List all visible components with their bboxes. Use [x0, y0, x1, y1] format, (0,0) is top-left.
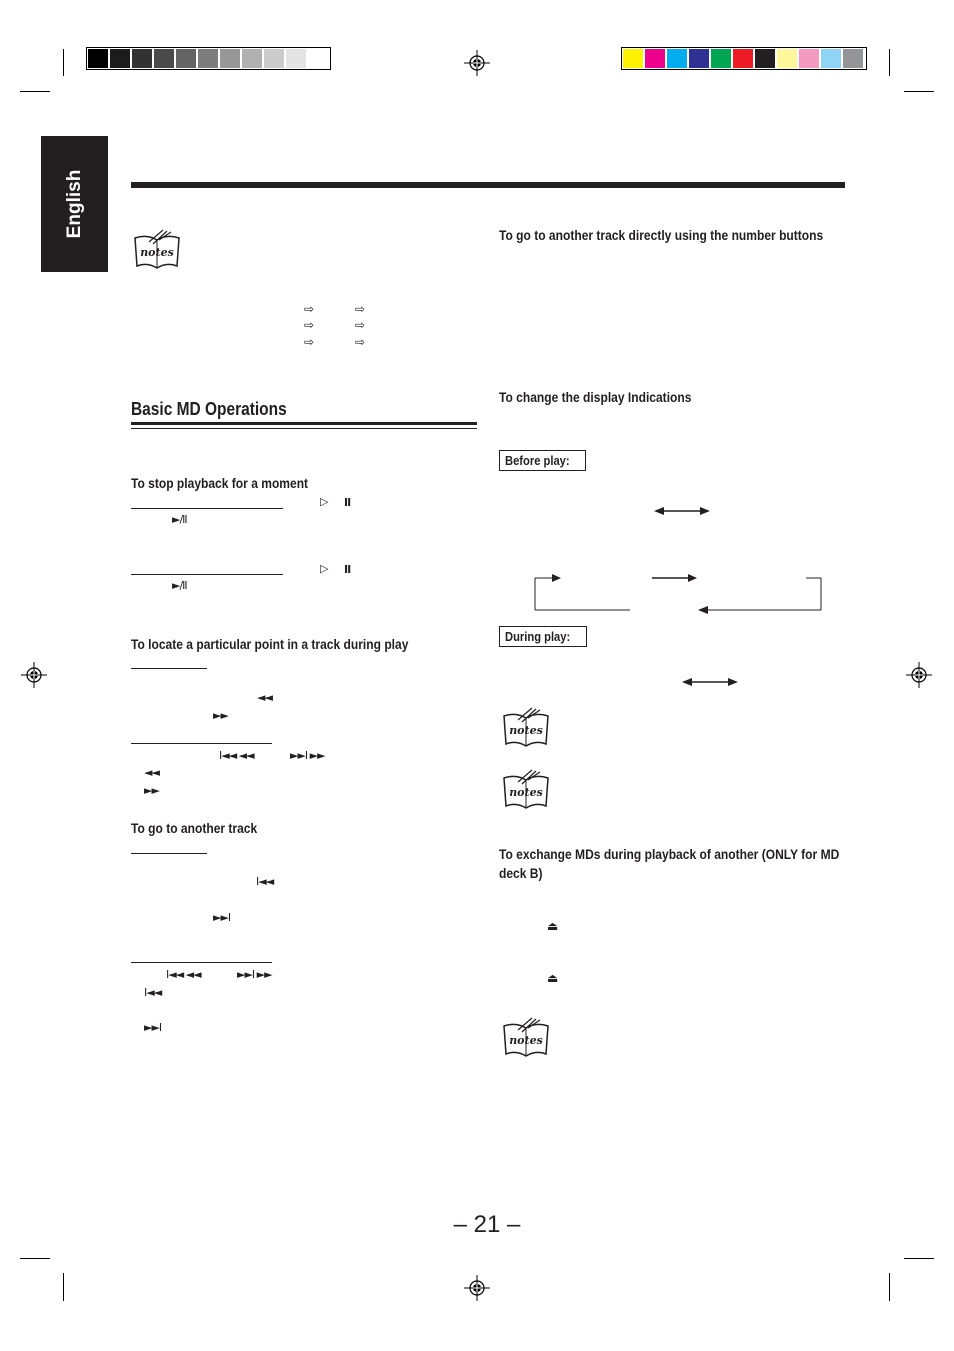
gray-swatch — [154, 49, 174, 68]
underline — [131, 853, 207, 854]
gray-swatch — [110, 49, 130, 68]
hollow-arrow-icon: ⇨ — [355, 335, 366, 349]
play-outline-icon: ▷ — [320, 562, 329, 575]
rewind-icon: ◄◄ — [144, 766, 159, 779]
hollow-arrow-icon: ⇨ — [304, 302, 315, 316]
rewind-icon: ◄◄ — [257, 691, 272, 704]
before-play-label — [499, 450, 586, 471]
previous-track-icon: I◄◄ — [256, 875, 274, 888]
crop-mark — [904, 1258, 934, 1259]
color-swatch — [645, 49, 665, 68]
gray-swatch — [286, 49, 306, 68]
color-swatch — [711, 49, 731, 68]
registration-target-icon — [464, 50, 490, 76]
display-heading: To change the display Indications — [499, 389, 692, 405]
next-track-icon: ►►I — [213, 911, 231, 924]
crop-mark — [889, 1273, 890, 1301]
gray-swatch — [88, 49, 108, 68]
color-swatch — [755, 49, 775, 68]
color-swatch — [667, 49, 687, 68]
hollow-arrow-icon: ⇨ — [355, 302, 366, 316]
pause-icon: II — [344, 496, 351, 509]
display-flow-diagram — [530, 500, 830, 620]
gray-scale-bar — [86, 47, 331, 70]
notes-icon-label: notes — [509, 724, 543, 737]
crop-mark — [904, 91, 934, 92]
language-tab — [41, 136, 108, 272]
play-outline-icon: ▷ — [320, 495, 329, 508]
underline — [131, 743, 272, 744]
eject-icon: ⏏ — [547, 919, 558, 933]
track-heading: To go to another track — [131, 820, 258, 836]
underline — [131, 574, 283, 575]
registration-target-icon — [906, 662, 932, 688]
section-title: Basic MD Operations — [131, 399, 287, 419]
direct-track-heading — [499, 226, 843, 245]
registration-target-icon — [464, 1275, 490, 1301]
notes-icon — [500, 768, 552, 812]
color-swatch — [821, 49, 841, 68]
section-title-rule — [131, 422, 477, 425]
pause-icon: II — [344, 563, 351, 576]
hollow-arrow-icon: ⇨ — [304, 318, 315, 332]
fast-forward-icon: ►► — [213, 709, 228, 722]
crop-mark — [889, 49, 890, 76]
crop-mark — [20, 91, 50, 92]
page-number: – 21 – — [453, 1211, 521, 1238]
underline — [131, 962, 272, 963]
prev-rewind-icon: I◄◄ ◄◄ — [219, 749, 254, 762]
notes-icon-label: notes — [509, 786, 543, 799]
exchange-heading-text: To exchange MDs during playback of another (ONLY for MD deck B) — [499, 846, 840, 881]
play-pause-icon: ►/II — [172, 513, 187, 526]
underline — [131, 668, 207, 669]
gray-swatch — [242, 49, 262, 68]
color-swatch — [689, 49, 709, 68]
notes-icon-label: notes — [140, 246, 174, 259]
during-play-label — [499, 626, 587, 647]
exchange-heading — [499, 845, 843, 883]
during-play-label-text: During play: — [505, 629, 571, 644]
gray-swatch — [176, 49, 196, 68]
color-swatch — [843, 49, 863, 68]
direct-track-heading-text: To go to another track directly using the number buttons — [499, 227, 824, 243]
stop-heading: To stop playback for a moment — [131, 475, 309, 491]
color-swatch — [623, 49, 643, 68]
color-calibration-bar — [621, 47, 867, 70]
hollow-arrow-icon: ⇨ — [355, 318, 366, 332]
prev-rewind-icon: I◄◄ ◄◄ — [166, 968, 201, 981]
next-track-icon: ►►I — [144, 1021, 162, 1034]
notes-icon — [131, 228, 183, 272]
gray-swatch — [264, 49, 284, 68]
next-ff-icon: ►►I ►► — [237, 968, 272, 981]
notes-icon — [500, 1016, 552, 1060]
play-pause-icon: ►/II — [172, 579, 187, 592]
gray-swatch — [308, 49, 328, 68]
underline — [131, 508, 283, 509]
notes-icon-label: notes — [509, 1034, 543, 1047]
previous-track-icon: I◄◄ — [144, 986, 162, 999]
before-play-label-text: Before play: — [505, 453, 570, 468]
gray-swatch — [220, 49, 240, 68]
fast-forward-icon: ►► — [144, 784, 159, 797]
crop-mark — [63, 49, 64, 76]
color-swatch — [733, 49, 753, 68]
section-title-rule — [131, 428, 477, 429]
color-swatch — [777, 49, 797, 68]
notes-icon — [500, 706, 552, 750]
double-arrow-icon — [680, 675, 740, 689]
eject-icon: ⏏ — [547, 971, 558, 985]
gray-swatch — [198, 49, 218, 68]
top-rule — [131, 182, 845, 188]
crop-mark — [20, 1258, 50, 1259]
language-tab-label: English — [63, 169, 85, 239]
color-swatch — [799, 49, 819, 68]
gray-swatch — [132, 49, 152, 68]
next-ff-icon: ►►I ►► — [290, 749, 325, 762]
crop-mark — [63, 1273, 64, 1301]
registration-target-icon — [21, 662, 47, 688]
hollow-arrow-icon: ⇨ — [304, 335, 315, 349]
locate-heading: To locate a particular point in a track during play — [131, 636, 409, 652]
